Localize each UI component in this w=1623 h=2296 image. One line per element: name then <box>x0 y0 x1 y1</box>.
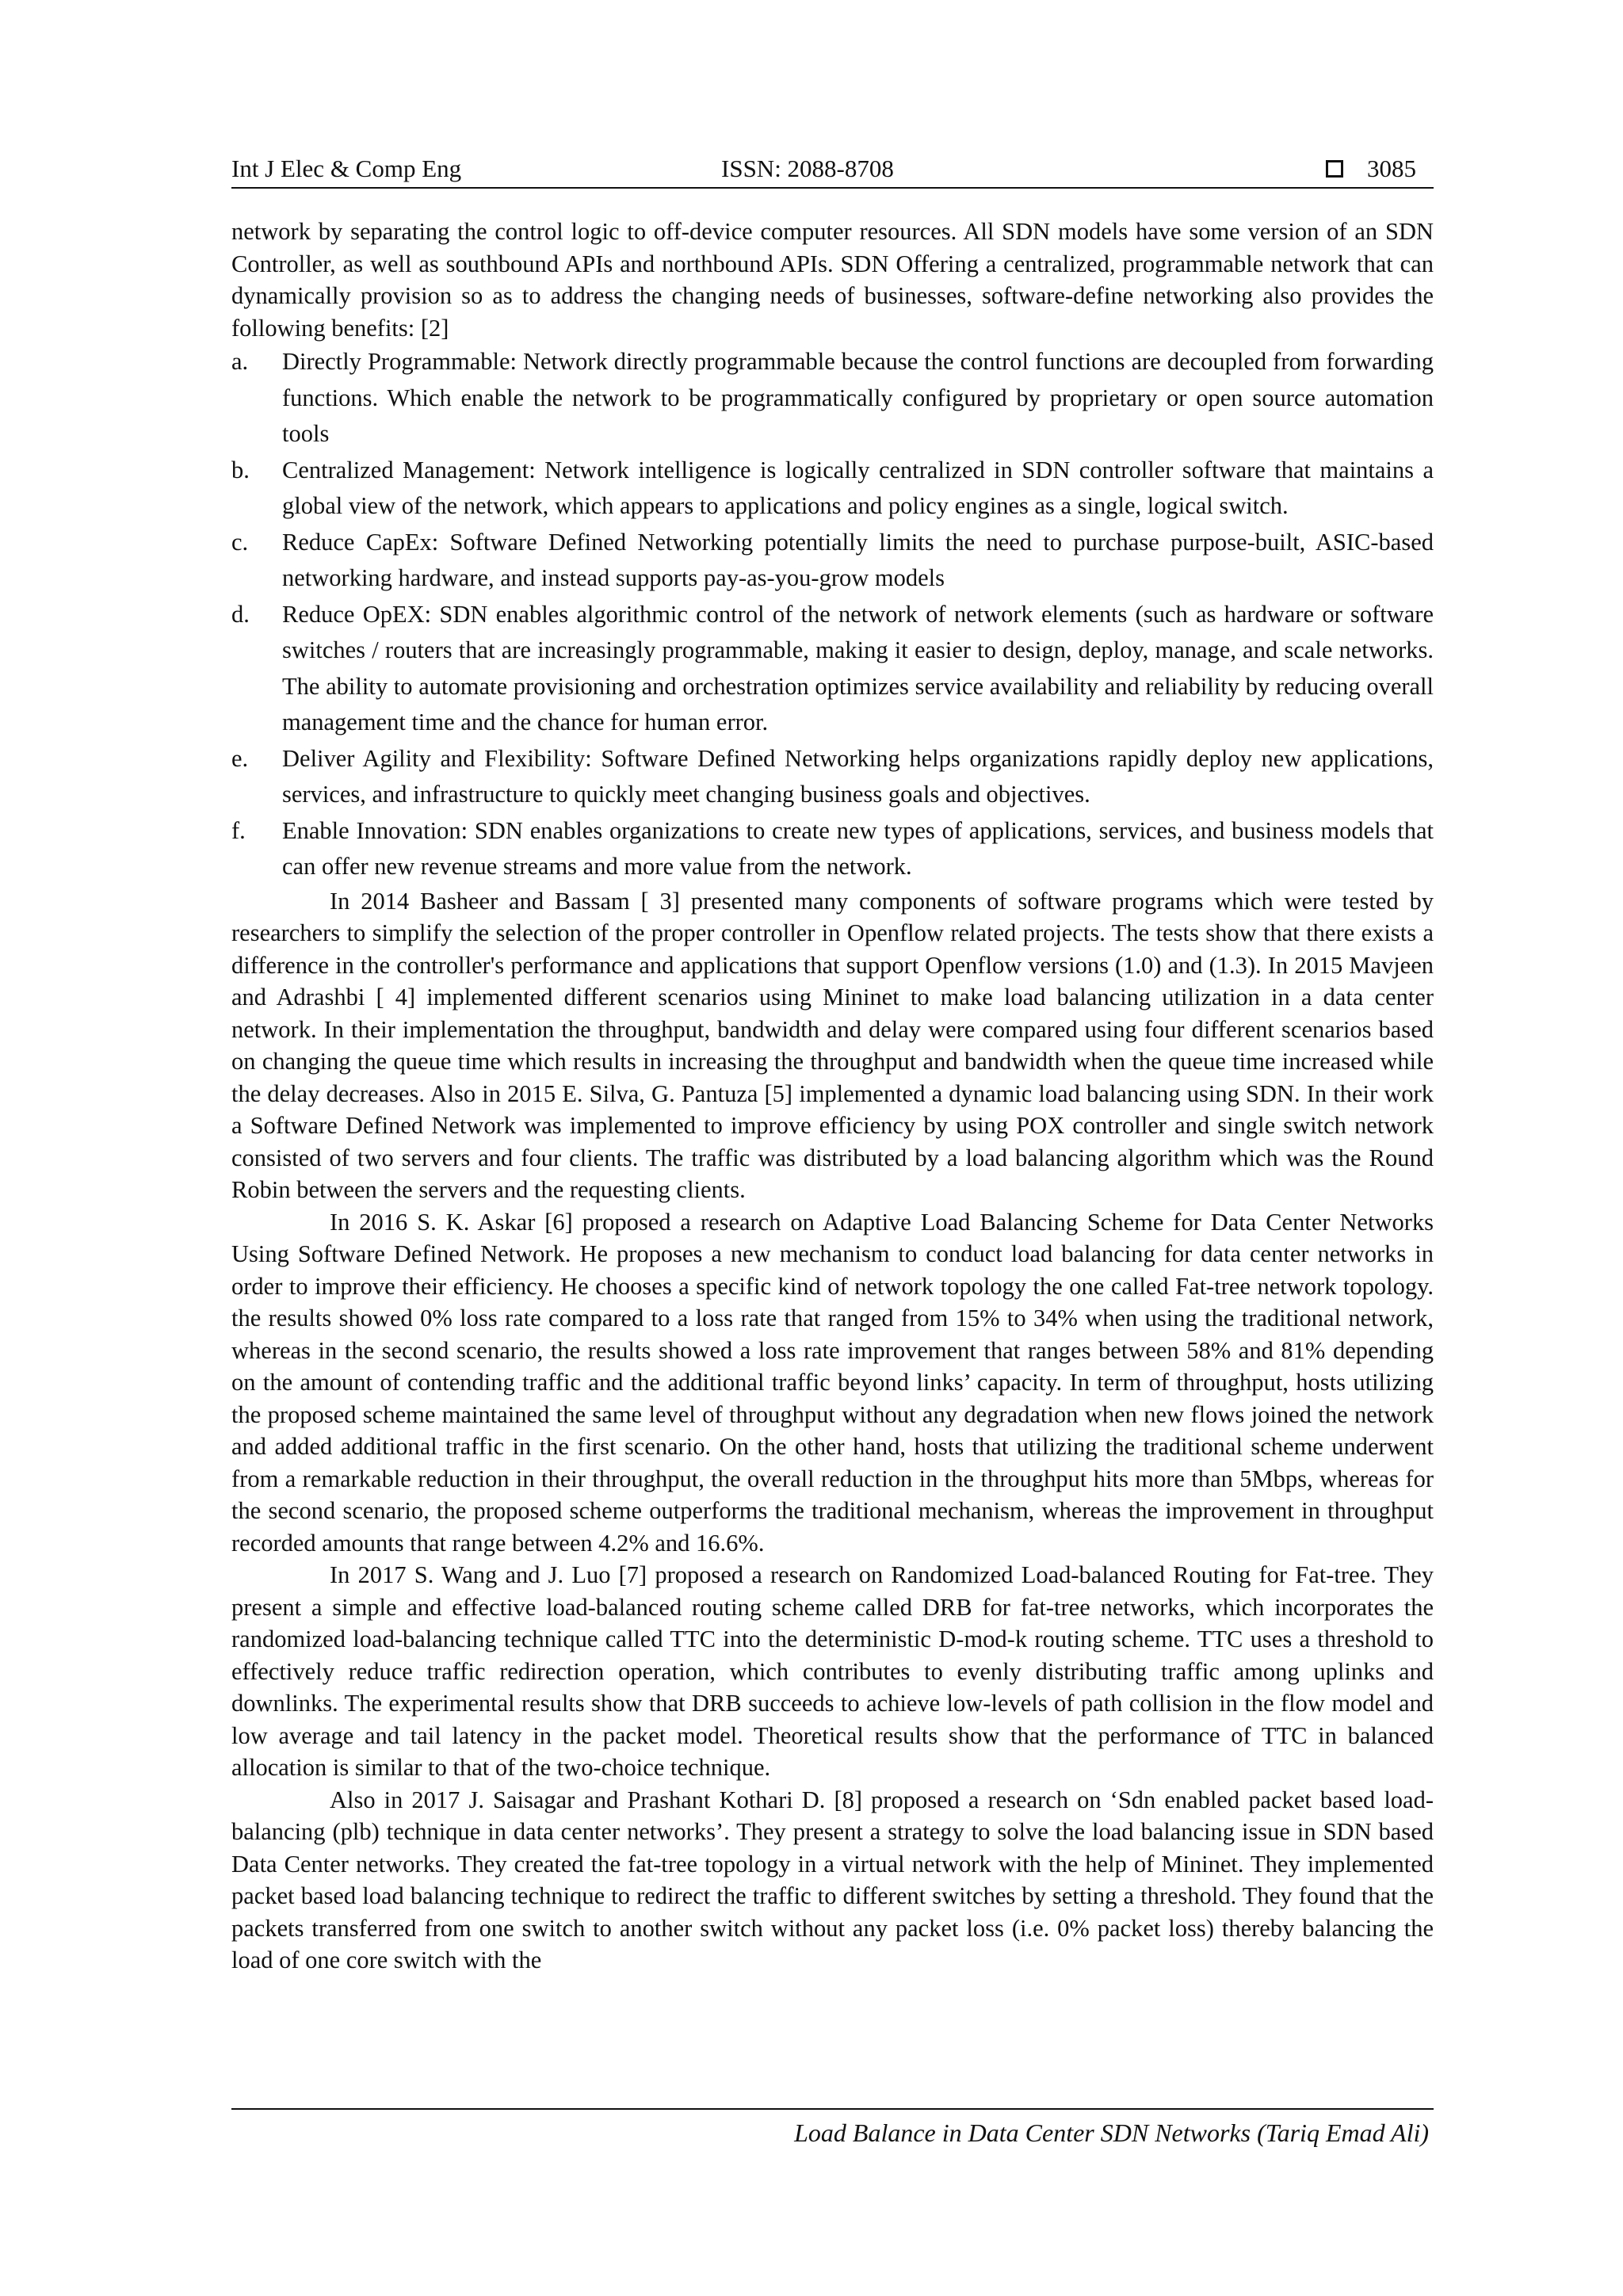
running-header <box>231 151 1434 187</box>
paragraph-related-work-2017-wang: In 2017 S. Wang and J. Luo [7] proposed a research on Randomized Load-balanced Routing for Fat-tree. They present a simple and effective load-balanced routing scheme called DRB for fat-tree networks, which incorporates the randomized load-balancing technique called TTC into the deterministic D-mod-k routing scheme. TTC uses a threshold to effectively reduce traffic redirection operation, which contributes to evenly distributing traffic among uplinks and downlinks. The experimental results show that DRB succeeds to achieve low-levels of path collision in the flow model and low average and tail latency in the packet model. Theoretical results show that the performance of TTC in balanced allocation is similar to that of the two-choice technique. <box>231 1561 1434 1781</box>
running-footer-title: Load Balance in Data Center SDN Networks (Tariq Emad Ali) <box>794 2118 1429 2147</box>
list-marker: c. <box>231 528 249 556</box>
list-marker: d. <box>231 600 250 628</box>
intro-paragraph: network by separating the control logic to off-device computer resources. All SDN models have some version of an SDN Controller, as well as southbound APIs and northbound APIs. SDN Offering a centralized, programmable network that can dynamically provision so as to address the changing needs of businesses, software-define networking also provides the following benefits: [2] <box>231 218 1434 342</box>
footer-rule <box>231 2108 1434 2110</box>
benefits-list <box>231 344 1434 885</box>
paragraph-related-work-2016: In 2016 S. K. Askar [6] proposed a research on Adaptive Load Balancing Scheme for Data Center Networks Using Software Defined Network. He proposes a new mechanism to conduct load balancing for data center networks in order to improve their efficiency. He chooses a specific kind of network topology the one called Fat-tree network topology. the results showed 0% loss rate compared to a loss rate that ranged from 15% to 34% when using the traditional network, whereas in the second scenario, the results showed a loss rate improvement that ranges between 58% and 81% depending on the amount of contending traffic and the additional traffic beyond links’ capacity. In term of throughput, hosts utilizing the proposed scheme maintained the same level of throughput without any degradation when new flows joined the network and added additional traffic in the first scenario. On the other hand, hosts that utilizing the traditional scheme underwent from a remarkable reduction in their throughput, the overall reduction in the throughput hits more than 5Mbps, whereas for the second scenario, the proposed scheme outperforms the traditional mechanism, whereas the improvement in throughput recorded amounts that range between 4.2% and 16.6%. <box>231 1208 1434 1557</box>
page-number-group <box>1326 151 1416 187</box>
list-item-text: Enable Innovation: SDN enables organizations to create new types of applications, services, and business models that can offer new revenue streams and more value from the network. <box>282 816 1434 880</box>
paragraph-related-work-2017-saisagar: Also in 2017 J. Saisagar and Prashant Kothari D. [8] proposed a research on ‘Sdn enabled packet based load-balancing (plb) technique in data center networks’. They present a strategy to solve the load balancing issue in SDN based Data Center networks. They created the fat-tree topology in a virtual network with the help of Mininet. They implemented packet based load balancing technique to redirect the traffic to different switches by setting a threshold. They found that the packets transferred from one switch to another switch without any packet loss (i.e. 0% packet loss) thereby balancing the load of one core switch with the <box>231 1786 1434 1973</box>
issn: ISSN: 2088-8708 <box>721 155 894 182</box>
page-number: 3085 <box>1367 155 1416 182</box>
list-item <box>231 597 1434 741</box>
list-item <box>231 453 1434 525</box>
list-item <box>231 344 1434 453</box>
header-rule <box>231 187 1434 189</box>
list-item-text: Directly Programmable: Network directly programmable because the control functions are decoupled from forwarding functions. Which enable the network to be programmatically configured by proprietary or open source automation tools <box>282 348 1434 447</box>
list-marker: e. <box>231 744 249 772</box>
list-item-text: Centralized Management: Network intelligence is logically centralized in SDN controller software that maintains a global view of the network, which appears to applications and policy engines as a single, logical switch. <box>282 456 1434 519</box>
list-item <box>231 813 1434 885</box>
list-item <box>231 741 1434 813</box>
journal-name: Int J Elec & Comp Eng <box>231 155 462 182</box>
paragraph-related-work-2014: In 2014 Basheer and Bassam [ 3] presented many components of software programs which were tested by researchers to simplify the selection of the proper controller in Openflow related projects. The tests show that there exists a difference in the controller's performance and applications that support Openflow versions (1.0) and (1.3). In 2015 Mavjeen and Adrashbi [ 4] implemented different scenarios using Mininet to make load balancing utilization in a data center network. In their implementation the throughput, bandwidth and delay were compared using four different scenarios based on changing the queue time which results in increasing the throughput and bandwidth when the queue time increased while the delay decreases. Also in 2015 E. Silva, G. Pantuza [5] implemented a dynamic load balancing using SDN. In their work a Software Defined Network was implemented to improve efficiency by using POX controller and single switch network consisted of two servers and four clients. The traffic was distributed by a load balancing algorithm which was the Round Robin between the servers and the requesting clients. <box>231 887 1434 1203</box>
list-marker: f. <box>231 816 246 844</box>
square-bullet-icon <box>1326 160 1343 178</box>
body-text <box>231 216 1434 1977</box>
list-item <box>231 525 1434 597</box>
list-marker: b. <box>231 456 250 483</box>
list-marker: a. <box>231 348 249 375</box>
list-item-text: Deliver Agility and Flexibility: Software Defined Networking helps organizations rapidly deploy new applications, services, and infrastructure to quickly meet changing business goals and objectives. <box>282 744 1434 808</box>
list-item-text: Reduce OpEX: SDN enables algorithmic control of the network of network elements (such as hardware or software switches / routers that are increasingly programmable, making it easier to design, deploy, manage, and scale networks. The ability to automate provisioning and orchestration optimizes service availability and reliability by reducing overall management time and the chance for human error. <box>282 600 1434 735</box>
list-item-text: Reduce CapEx: Software Defined Networking potentially limits the need to purchase purpose-built, ASIC-based networking hardware, and instead supports pay-as-you-grow models <box>282 528 1434 591</box>
page <box>231 0 1434 2296</box>
